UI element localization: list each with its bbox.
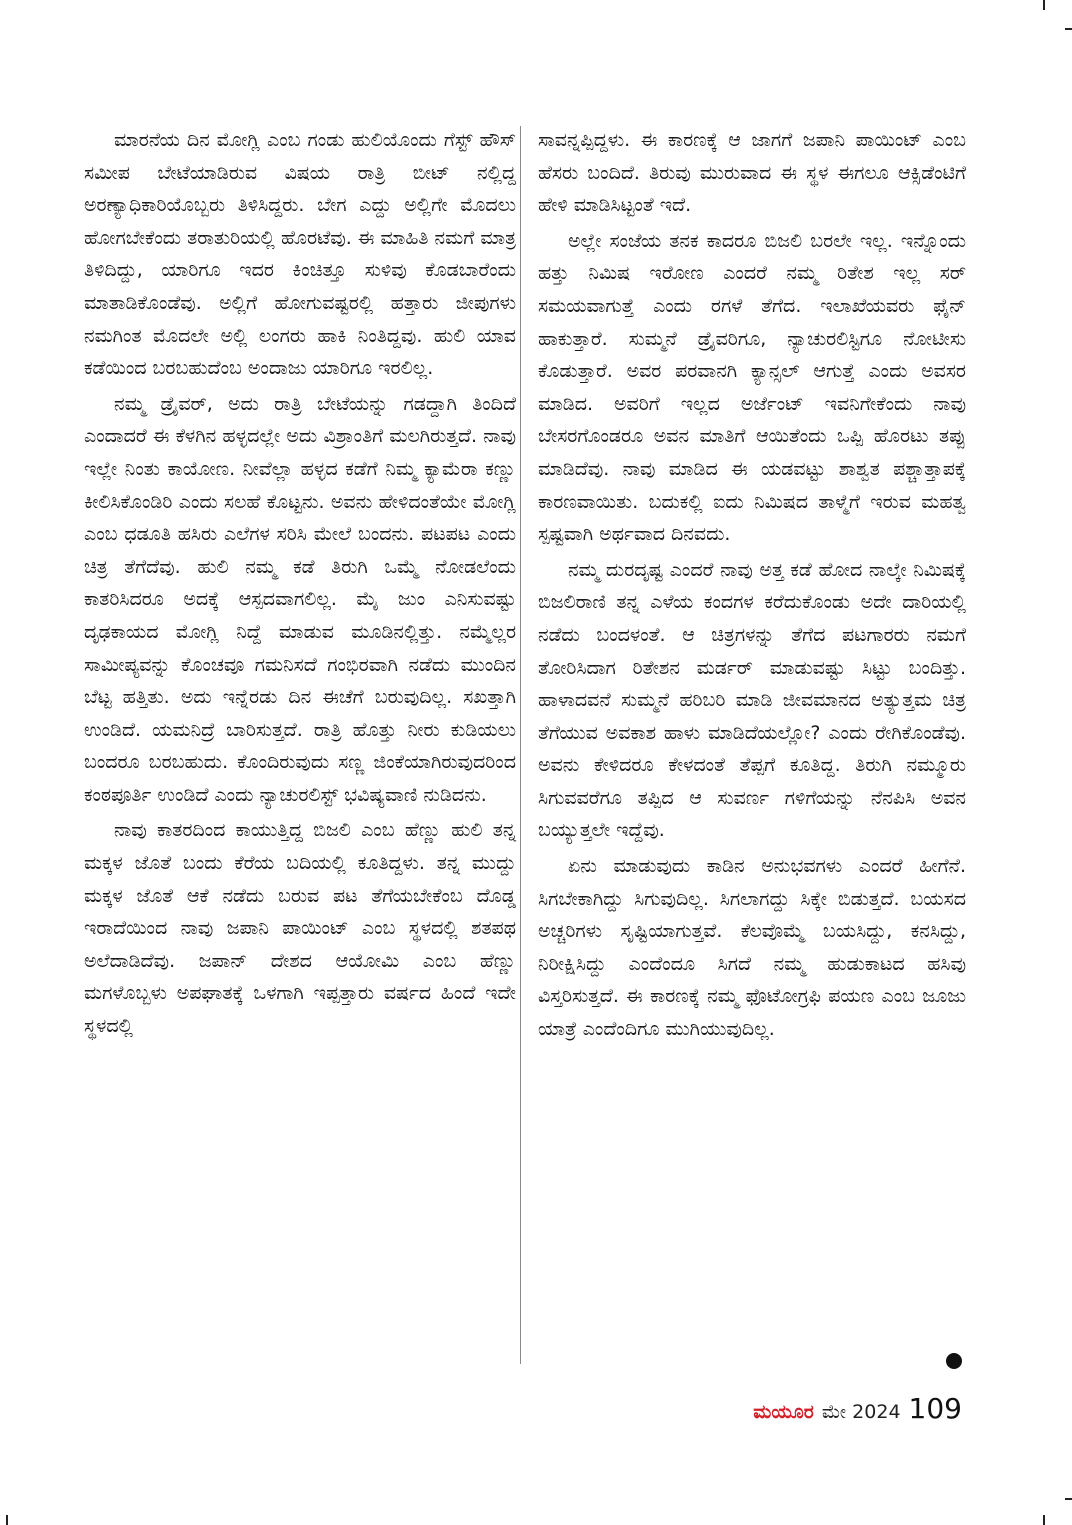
paragraph: ನಮ್ಮ ದುರದೃಷ್ಟ ಎಂದರೆ ನಾವು ಅತ್ತ ಕಡೆ ಹೋದ ನಾಲ್ಕೇ ನಿಮಿಷಕ್ಕೆ ಬಿಜಲಿರಾಣಿ ತನ್ನ ಎಳೆಯ ಕಂದಗಳ ಕರೆದುಕೊಂಡು ಅದೇ ದಾರಿಯಲ್ಲಿ ನಡೆದು ಬಂದಳಂತೆ. ಆ ಚಿತ್ರಗಳನ್ನು ತೆಗೆದ ಪಟಗಾರರು ನಮಗೆ ತೋರಿಸಿದಾಗ ರಿತೇಶನ ಮರ್ಡರ್ ಮಾಡುವಷ್ಟು ಸಿಟ್ಟು ಬಂದಿತ್ತು. ಹಾಳಾದವನೆ ಸುಮ್ಮನೆ ಹರಿಬರಿ ಮಾಡಿ ಜೀವಮಾನದ ಅತ್ಯುತ್ತಮ ಚಿತ್ರ ತೆಗೆಯುವ ಅವಕಾಶ ಹಾಳು ಮಾಡಿದೆಯಲ್ಲೋ? ಎಂದು ರೇಗಿಕೊಂಡೆವು. ಅವನು ಕೇಳಿದರೂ ಕೇಳದಂತೆ ತೆಪ್ಪಗೆ ಕೂತಿದ್ದ. ತಿರುಗಿ ನಮ್ಮೂರು ಸಿಗುವವರೆಗೂ ತಪ್ಪಿದ ಆ ಸುವರ್ಣ ಗಳಿಗೆಯನ್ನು ನೆನಪಿಸಿ ಅವನ ಬಯ್ಯುತ್ತಲೇ ಇದ್ದೆವು. [538,558,966,842]
crop-mark-right-lower [1065,1498,1072,1500]
paragraph: ಏನು ಮಾಡುವುದು ಕಾಡಿನ ಅನುಭವಗಳು ಎಂದರೆ ಹೀಗೆನೆ. ಸಿಗಬೇಕಾಗಿದ್ದು ಸಿಗುವುದಿಲ್ಲ. ಸಿಗಲಾಗದ್ದು ಸಿಕ್ಕೇ ಬಿಡುತ್ತದೆ. ಬಯಸದ ಅಚ್ಚರಿಗಳು ಸೃಷ್ಟಿಯಾಗುತ್ತವೆ. ಕೆಲವೊಮ್ಮೆ ಬಯಸಿದ್ದು, ಕನಸಿದ್ದು, ನಿರೀಕ್ಷಿಸಿದ್ದು ಎಂದೆಂದೂ ಸಿಗದೆ ನಮ್ಮ ಹುಡುಕಾಟದ ಹಸಿವು ವಿಸ್ತರಿಸುತ್ತದೆ. ಈ ಕಾರಣಕ್ಕೆ ನಮ್ಮ ಫೊಟೋಗ್ರಫಿ ಪಯಣ ಎಂಬ ಜೂಜು ಯಾತ್ರೆ ಎಂದೆಂದಿಗೂ ಮುಗಿಯುವುದಿಲ್ಲ. [538,855,966,1041]
paragraph: ಸಾವನ್ನಪ್ಪಿದ್ದಳು. ಈ ಕಾರಣಕ್ಕೆ ಆ ಜಾಗಗೆ ಜಪಾನಿ ಪಾಯಿಂಟ್ ಎಂಬ ಹೆಸರು ಬಂದಿದೆ. ತಿರುವು ಮುರುವಾದ ಈ ಸ್ಥಳ ಈಗಲೂ ಆಕ್ಸಿಡೆಂಟಿಗೆ ಹೇಳಿ ಮಾಡಿಸಿಟ್ಟಂತೆ ಇದೆ. [538,129,966,217]
magazine-logo: ಮಯೂರ [753,1401,814,1423]
paragraph: ಅಲ್ಲೇ ಸಂಜೆಯ ತನಕ ಕಾದರೂ ಬಿಜಲಿ ಬರಲೇ ಇಲ್ಲ. ಇನ್ನೊಂದು ಹತ್ತು ನಿಮಿಷ ಇರೋಣ ಎಂದರೆ ನಮ್ಮ ರಿತೇಶ ಇಲ್ಲ ಸರ್ ಸಮಯವಾಗುತ್ತೆ ಎಂದು ರಗಳೆ ತೆಗೆದ. ಇಲಾಖೆಯವರು ಫೈನ್ ಹಾಕುತ್ತಾರೆ. ಸುಮ್ಮನೆ ಡ್ರೈವರಿಗೂ, ನ್ಯಾಚುರಲಿಸ್ಟಿಗೂ ನೋಟೀಸು ಕೊಡುತ್ತಾರೆ. ಅವರ ಪರವಾನಗಿ ಕ್ಯಾನ್ಸಲ್ ಆಗುತ್ತೆ ಎಂದು ಅವಸರ ಮಾಡಿದ. ಅವರಿಗೆ ಇಲ್ಲದ ಅರ್ಜೆಂಟ್ ಇವನಿಗೇಕೆಂದು ನಾವು ಬೇಸರಗೊಂಡರೂ ಅವನ ಮಾತಿಗೆ ಆಯಿತೆಂದು ಒಪ್ಪಿ ಹೊರಟು ತಪ್ಪು ಮಾಡಿದೆವು. ನಾವು ಮಾಡಿದ ಈ ಯಡವಟ್ಟು ಶಾಶ್ವತ ಪಶ್ಚಾತ್ತಾಪಕ್ಕೆ ಕಾರಣವಾಯಿತು. ಬದುಕಲ್ಲಿ ಐದು ನಿಮಿಷದ ತಾಳ್ಮೆಗೆ ಇರುವ ಮಹತ್ವ ಸ್ಪಷ್ಟವಾಗಿ ಅರ್ಥವಾದ ದಿನವದು. [538,229,966,546]
page-number: 109 [908,1392,962,1425]
crop-mark-top-right [1043,0,1045,10]
issue-date: ಮೇ 2024 [821,1401,901,1423]
crop-mark-bottom-left [6,1515,8,1525]
paragraph: ನಾವು ಕಾತರದಿಂದ ಕಾಯುತ್ತಿದ್ದ ಬಿಜಲಿ ಎಂಬ ಹೆಣ್ಣು ಹುಲಿ ತನ್ನ ಮಕ್ಕಳ ಜೊತೆ ಬಂದು ಕೆರೆಯ ಬದಿಯಲ್ಲಿ ಕೂತಿದ್ದಳು. ತನ್ನ ಮುದ್ದು ಮಕ್ಕಳ ಜೊತೆ ಆಕೆ ನಡೆದು ಬರುವ ಪಟ ತೆಗೆಯಬೇಕೆಂಬ ದೊಡ್ಡ ಇರಾದೆಯಿಂದ ನಾವು ಜಪಾನಿ ಪಾಯಿಂಟ್ ಎಂಬ ಸ್ಥಳದಲ್ಲಿ ಶತಪಥ ಅಲೆದಾಡಿದೆವು. ಜಪಾನ್ ದೇಶದ ಆಯೋಮಿ ಎಂಬ ಹೆಣ್ಣು ಮಗಳೊಬ್ಬಳು ಅಪಘಾತಕ್ಕೆ ಒಳಗಾಗಿ ಇಪ್ಪತ್ತಾರು ವರ್ಷದ ಹಿಂದೆ ಇದೇ ಸ್ಥಳದಲ್ಲಿ [84,819,516,1038]
crop-mark-right-upper [1065,28,1072,30]
page-footer [753,1392,962,1425]
article-column-right [538,124,966,1049]
article-column-left [84,124,516,1046]
crop-mark-bottom-right [1043,1515,1045,1525]
column-divider [520,126,521,1364]
paragraph: ಮಾರನೆಯ ದಿನ ಮೋಗ್ಲಿ ಎಂಬ ಗಂಡು ಹುಲಿಯೊಂದು ಗೆಸ್ಟ್ ಹೌಸ್ ಸಮೀಪ ಬೇಟೆಯಾಡಿರುವ ವಿಷಯ ರಾತ್ರಿ ಬೀಟ್ ನಲ್ಲಿದ್ದ ಅರಣ್ಯಾಧಿಕಾರಿಯೊಬ್ಬರು ತಿಳಿಸಿದ್ದರು. ಬೇಗ ಎದ್ದು ಅಲ್ಲಿಗೇ ಮೊದಲು ಹೋಗಬೇಕೆಂದು ತರಾತುರಿಯಲ್ಲಿ ಹೊರಟೆವು. ಈ ಮಾಹಿತಿ ನಮಗೆ ಮಾತ್ರ ತಿಳಿದಿದ್ದು, ಯಾರಿಗೂ ಇದರ ಕಿಂಚಿತ್ತೂ ಸುಳಿವು ಕೊಡಬಾರೆಂದು ಮಾತಾಡಿಕೊಂಡೆವು. ಅಲ್ಲಿಗೆ ಹೋಗುವಷ್ಟರಲ್ಲಿ ಹತ್ತಾರು ಜೀಪುಗಳು ನಮಗಿಂತ ಮೊದಲೇ ಅಲ್ಲಿ ಲಂಗರು ಹಾಕಿ ನಿಂತಿದ್ದವು. ಹುಲಿ ಯಾವ ಕಡೆಯಿಂದ ಬರಬಹುದೆಂಬ ಅಂದಾಜು ಯಾರಿಗೂ ಇರಲಿಲ್ಲ. [84,129,516,380]
paragraph: ನಮ್ಮ ಡ್ರೈವರ್, ಅದು ರಾತ್ರಿ ಬೇಟೆಯನ್ನು ಗಡದ್ದಾಗಿ ತಿಂದಿದೆ ಎಂದಾದರೆ ಈ ಕೆಳಗಿನ ಹಳ್ಳದಲ್ಲೇ ಅದು ವಿಶ್ರಾಂತಿಗೆ ಮಲಗಿರುತ್ತದೆ. ನಾವು ಇಲ್ಲೇ ನಿಂತು ಕಾಯೋಣ. ನೀವೆಲ್ಲಾ ಹಳ್ಳದ ಕಡೆಗೆ ನಿಮ್ಮ ಕ್ಯಾಮೆರಾ ಕಣ್ಣು ಕೀಲಿಸಿಕೊಂಡಿರಿ ಎಂದು ಸಲಹೆ ಕೊಟ್ಟನು. ಅವನು ಹೇಳಿದಂತೆಯೇ ಮೋಗ್ಲಿ ಎಂಬ ಧಡೂತಿ ಹಸಿರು ಎಲೆಗಳ ಸರಿಸಿ ಮೇಲೆ ಬಂದನು. ಪಟಪಟ ಎಂದು ಚಿತ್ರ ತೆಗೆದೆವು. ಹುಲಿ ನಮ್ಮ ಕಡೆ ತಿರುಗಿ ಒಮ್ಮೆ ನೋಡಲೆಂದು ಕಾತರಿಸಿದರೂ ಅದಕ್ಕೆ ಆಸ್ಪದವಾಗಲಿಲ್ಲ. ಮೈ ಜುಂ ಎನಿಸುವಷ್ಟು ದೃಢಕಾಯದ ಮೋಗ್ಲಿ ನಿದ್ದೆ ಮಾಡುವ ಮೂಡಿನಲ್ಲಿತ್ತು. ನಮ್ಮೆಲ್ಲರ ಸಾಮೀಪ್ಯವನ್ನು ಕೊಂಚವೂ ಗಮನಿಸದೆ ಗಂಭಿರವಾಗಿ ನಡೆದು ಮುಂದಿನ ಬೆಟ್ಟ ಹತ್ತಿತು. ಅದು ಇನ್ನೆರಡು ದಿನ ಈಚೆಗೆ ಬರುವುದಿಲ್ಲ. ಸಖತ್ತಾಗಿ ಉಂಡಿದೆ. ಯಮನಿದ್ರೆ ಬಾರಿಸುತ್ತದೆ. ರಾತ್ರಿ ಹೊತ್ತು ನೀರು ಕುಡಿಯಲು ಬಂದರೂ ಬರಬಹುದು. ಕೊಂದಿರುವುದು ಸಣ್ಣ ಜಿಂಕೆಯಾಗಿರುವುದರಿಂದ ಕಂಠಪೂರ್ತಿ ಉಂಡಿದೆ ಎಂದು ನ್ಯಾಚುರಲಿಸ್ಟ್ ಭವಿಷ್ಯವಾಣಿ ನುಡಿದನು. [84,392,516,806]
end-of-article-bullet [946,1353,962,1369]
